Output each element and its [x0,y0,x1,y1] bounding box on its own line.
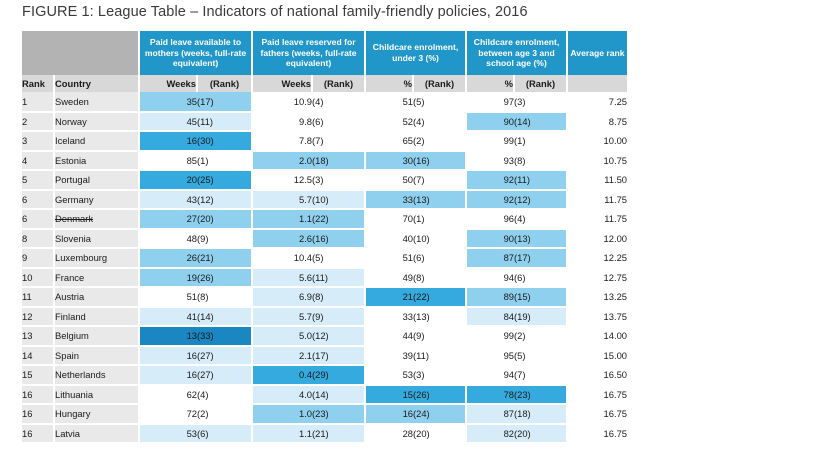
cell-father-weeks: 10.9 [252,92,312,112]
cell-father-rank: (10) [312,190,365,210]
cell-average-rank: 13.25 [567,287,627,307]
cell-father-weeks: 6.9 [252,287,312,307]
cell-childcare-under3-pct: 49 [365,268,413,288]
cell-mother-rank: (12) [197,190,252,210]
cell-childcare-preschool-pct: 93 [466,151,514,171]
cell-childcare-under3-pct: 51 [365,92,413,112]
cell-childcare-under3-pct: 51 [365,248,413,268]
cell-average-rank: 16.75 [567,385,627,405]
cell-childcare-under3-rank: (16) [413,151,466,171]
cell-childcare-under3-pct: 30 [365,151,413,171]
cell-rank: 16 [22,404,54,424]
cell-mother-weeks: 16 [139,346,197,366]
cell-mother-weeks: 48 [139,229,197,249]
cell-father-weeks: 5.7 [252,190,312,210]
cell-mother-weeks: 85 [139,151,197,171]
cell-childcare-preschool-pct: 99 [466,326,514,346]
cell-mother-weeks: 51 [139,287,197,307]
cell-rank: 3 [22,131,54,151]
cell-childcare-under3-pct: 33 [365,307,413,327]
cell-mother-weeks: 43 [139,190,197,210]
table-header-groups [22,31,627,75]
cell-country: Austria [54,287,139,307]
cell-rank: 16 [22,424,54,444]
cell-father-rank: (22) [312,209,365,229]
cell-average-rank: 16.50 [567,365,627,385]
cell-rank: 11 [22,287,54,307]
table-row [22,229,627,249]
table-row [22,424,627,444]
cell-childcare-under3-rank: (4) [413,112,466,132]
cell-childcare-preschool-rank: (6) [514,268,567,288]
cell-mother-rank: (9) [197,229,252,249]
cell-father-weeks: 2.6 [252,229,312,249]
cell-childcare-under3-rank: (13) [413,307,466,327]
cell-rank: 6 [22,190,54,210]
cell-childcare-preschool-rank: (1) [514,131,567,151]
cell-father-rank: (4) [312,92,365,112]
cell-country: Portugal [54,170,139,190]
cell-childcare-preschool-rank: (15) [514,287,567,307]
cell-father-rank: (14) [312,385,365,405]
header-group-paternal-leave: Paid leave reserved for fathers (weeks, full-rate equivalent) [252,31,365,75]
table-row [22,209,627,229]
cell-mother-rank: (6) [197,424,252,444]
cell-father-weeks: 5.7 [252,307,312,327]
cell-average-rank: 12.25 [567,248,627,268]
cell-mother-rank: (30) [197,131,252,151]
header-group-childcare-preschool: Childcare enrolment, between age 3 and school age (%) [466,31,567,75]
cell-mother-weeks: 53 [139,424,197,444]
cell-average-rank: 11.50 [567,170,627,190]
cell-mother-weeks: 62 [139,385,197,405]
cell-father-weeks: 4.0 [252,385,312,405]
cell-father-weeks: 5.0 [252,326,312,346]
cell-country: Slovenia [54,229,139,249]
table-row [22,131,627,151]
cell-rank: 5 [22,170,54,190]
cell-childcare-preschool-rank: (5) [514,346,567,366]
col-header-father-rank: (Rank) [312,75,365,92]
table-row [22,326,627,346]
cell-childcare-under3-rank: (2) [413,131,466,151]
cell-childcare-under3-rank: (6) [413,248,466,268]
cell-rank: 4 [22,151,54,171]
cell-childcare-under3-rank: (26) [413,385,466,405]
cell-rank: 6 [22,209,54,229]
cell-father-weeks: 2.0 [252,151,312,171]
cell-mother-weeks: 27 [139,209,197,229]
cell-rank: 10 [22,268,54,288]
cell-mother-weeks: 45 [139,112,197,132]
cell-father-rank: (11) [312,268,365,288]
cell-mother-rank: (21) [197,248,252,268]
cell-country: Spain [54,346,139,366]
figure-title: FIGURE 1: League Table – Indicators of national family-friendly policies, 2016 [22,4,528,20]
cell-childcare-under3-rank: (13) [413,190,466,210]
cell-childcare-under3-pct: 44 [365,326,413,346]
cell-childcare-preschool-pct: 95 [466,346,514,366]
cell-childcare-under3-pct: 33 [365,190,413,210]
cell-father-rank: (16) [312,229,365,249]
cell-father-weeks: 10.4 [252,248,312,268]
table-row [22,268,627,288]
cell-childcare-preschool-rank: (2) [514,326,567,346]
cell-father-weeks: 2.1 [252,346,312,366]
cell-childcare-preschool-pct: 87 [466,404,514,424]
cell-father-rank: (8) [312,287,365,307]
cell-father-rank: (29) [312,365,365,385]
cell-childcare-under3-rank: (10) [413,229,466,249]
cell-childcare-under3-pct: 40 [365,229,413,249]
cell-mother-weeks: 26 [139,248,197,268]
cell-childcare-preschool-rank: (18) [514,404,567,424]
cell-mother-weeks: 16 [139,131,197,151]
cell-father-rank: (5) [312,248,365,268]
cell-childcare-preschool-rank: (17) [514,248,567,268]
col-header-childcare-under3-rank: (Rank) [413,75,466,92]
cell-mother-rank: (1) [197,151,252,171]
table-row [22,151,627,171]
table-header-subrow [22,75,627,92]
cell-childcare-preschool-pct: 90 [466,229,514,249]
cell-average-rank: 12.75 [567,268,627,288]
cell-childcare-under3-pct: 50 [365,170,413,190]
cell-average-rank: 15.00 [567,346,627,366]
table-row [22,287,627,307]
cell-childcare-preschool-rank: (20) [514,424,567,444]
cell-mother-weeks: 13 [139,326,197,346]
cell-mother-rank: (17) [197,92,252,112]
col-header-childcare-preschool-rank: (Rank) [514,75,567,92]
cell-childcare-preschool-rank: (11) [514,170,567,190]
table-row [22,112,627,132]
cell-country: Denmark [54,209,139,229]
cell-average-rank: 10.00 [567,131,627,151]
col-header-rank: Rank [22,75,54,92]
cell-country: Iceland [54,131,139,151]
cell-childcare-preschool-rank: (4) [514,209,567,229]
cell-childcare-preschool-pct: 92 [466,170,514,190]
cell-father-rank: (17) [312,346,365,366]
cell-country: Norway [54,112,139,132]
table-row [22,248,627,268]
cell-country: Latvia [54,424,139,444]
cell-childcare-preschool-rank: (14) [514,112,567,132]
cell-rank: 1 [22,92,54,112]
cell-mother-weeks: 19 [139,268,197,288]
cell-country: Lithuania [54,385,139,405]
cell-mother-rank: (33) [197,326,252,346]
cell-mother-rank: (2) [197,404,252,424]
cell-father-weeks: 7.8 [252,131,312,151]
cell-childcare-preschool-rank: (13) [514,229,567,249]
table-row [22,190,627,210]
cell-childcare-preschool-pct: 94 [466,268,514,288]
cell-mother-rank: (20) [197,209,252,229]
cell-father-rank: (12) [312,326,365,346]
cell-average-rank: 8.75 [567,112,627,132]
cell-mother-weeks: 72 [139,404,197,424]
cell-childcare-under3-pct: 28 [365,424,413,444]
cell-childcare-under3-rank: (24) [413,404,466,424]
cell-childcare-preschool-rank: (23) [514,385,567,405]
cell-childcare-under3-rank: (7) [413,170,466,190]
table-row [22,170,627,190]
cell-father-rank: (6) [312,112,365,132]
cell-father-weeks: 0.4 [252,365,312,385]
cell-rank: 16 [22,385,54,405]
cell-childcare-under3-pct: 53 [365,365,413,385]
cell-country: France [54,268,139,288]
header-group-childcare-under3: Childcare enrolment, under 3 (%) [365,31,466,75]
cell-childcare-preschool-rank: (12) [514,190,567,210]
cell-rank: 13 [22,326,54,346]
cell-mother-weeks: 35 [139,92,197,112]
table-row [22,346,627,366]
table-body [22,92,627,443]
cell-mother-weeks: 20 [139,170,197,190]
cell-childcare-preschool-pct: 89 [466,287,514,307]
cell-average-rank: 13.75 [567,307,627,327]
cell-childcare-under3-rank: (8) [413,268,466,288]
cell-mother-rank: (26) [197,268,252,288]
cell-childcare-preschool-rank: (3) [514,92,567,112]
cell-mother-rank: (27) [197,346,252,366]
cell-country: Finland [54,307,139,327]
cell-mother-rank: (25) [197,170,252,190]
table-row [22,385,627,405]
col-header-childcare-preschool-pct: % [466,75,514,92]
cell-average-rank: 16.75 [567,424,627,444]
cell-childcare-preschool-rank: (19) [514,307,567,327]
cell-childcare-under3-rank: (5) [413,92,466,112]
cell-rank: 14 [22,346,54,366]
cell-country: Hungary [54,404,139,424]
league-table [22,31,627,444]
cell-mother-weeks: 16 [139,365,197,385]
cell-average-rank: 7.25 [567,92,627,112]
cell-childcare-under3-rank: (22) [413,287,466,307]
cell-rank: 2 [22,112,54,132]
header-group-average-rank: Average rank [567,31,627,75]
cell-mother-weeks: 41 [139,307,197,327]
cell-father-weeks: 1.1 [252,209,312,229]
cell-father-rank: (21) [312,424,365,444]
cell-country: Sweden [54,92,139,112]
cell-childcare-preschool-pct: 84 [466,307,514,327]
cell-childcare-preschool-pct: 99 [466,131,514,151]
table-row [22,92,627,112]
cell-childcare-under3-pct: 39 [365,346,413,366]
cell-childcare-under3-pct: 21 [365,287,413,307]
header-group-blank [22,31,139,75]
cell-rank: 15 [22,365,54,385]
cell-childcare-preschool-rank: (8) [514,151,567,171]
cell-average-rank: 16.75 [567,404,627,424]
cell-rank: 9 [22,248,54,268]
cell-average-rank: 11.75 [567,190,627,210]
cell-childcare-under3-pct: 65 [365,131,413,151]
col-header-childcare-under3-pct: % [365,75,413,92]
cell-mother-rank: (4) [197,385,252,405]
cell-mother-rank: (27) [197,365,252,385]
header-group-maternal-leave: Paid leave available to mothers (weeks, full-rate equivalent) [139,31,252,75]
cell-childcare-under3-pct: 52 [365,112,413,132]
cell-country: Luxembourg [54,248,139,268]
cell-childcare-preschool-pct: 94 [466,365,514,385]
cell-rank: 8 [22,229,54,249]
cell-childcare-under3-rank: (11) [413,346,466,366]
cell-father-rank: (7) [312,131,365,151]
cell-mother-rank: (8) [197,287,252,307]
cell-childcare-preschool-pct: 96 [466,209,514,229]
cell-father-rank: (3) [312,170,365,190]
col-header-country: Country [54,75,139,92]
cell-mother-rank: (14) [197,307,252,327]
cell-childcare-preschool-pct: 87 [466,248,514,268]
cell-childcare-preschool-pct: 97 [466,92,514,112]
col-header-mother-weeks: Weeks [139,75,197,92]
cell-childcare-under3-pct: 70 [365,209,413,229]
cell-childcare-under3-pct: 16 [365,404,413,424]
cell-father-rank: (9) [312,307,365,327]
cell-father-rank: (18) [312,151,365,171]
cell-childcare-under3-rank: (9) [413,326,466,346]
cell-childcare-preschool-rank: (7) [514,365,567,385]
cell-father-weeks: 1.0 [252,404,312,424]
cell-childcare-under3-rank: (3) [413,365,466,385]
cell-average-rank: 12.00 [567,229,627,249]
cell-childcare-preschool-pct: 78 [466,385,514,405]
cell-rank: 12 [22,307,54,327]
cell-father-rank: (23) [312,404,365,424]
cell-father-weeks: 12.5 [252,170,312,190]
cell-average-rank: 10.75 [567,151,627,171]
cell-country: Germany [54,190,139,210]
cell-childcare-under3-pct: 15 [365,385,413,405]
cell-childcare-preschool-pct: 92 [466,190,514,210]
cell-childcare-under3-rank: (20) [413,424,466,444]
cell-childcare-preschool-pct: 90 [466,112,514,132]
col-header-mother-rank: (Rank) [197,75,252,92]
cell-childcare-under3-rank: (1) [413,209,466,229]
table-row [22,365,627,385]
cell-country: Netherlands [54,365,139,385]
cell-mother-rank: (11) [197,112,252,132]
cell-father-weeks: 5.6 [252,268,312,288]
cell-country: Estonia [54,151,139,171]
col-header-father-weeks: Weeks [252,75,312,92]
cell-country: Belgium [54,326,139,346]
cell-father-weeks: 1.1 [252,424,312,444]
table-row [22,404,627,424]
cell-average-rank: 14.00 [567,326,627,346]
cell-father-weeks: 9.8 [252,112,312,132]
col-header-average-rank [567,75,627,92]
table-row [22,307,627,327]
cell-average-rank: 11.75 [567,209,627,229]
cell-childcare-preschool-pct: 82 [466,424,514,444]
